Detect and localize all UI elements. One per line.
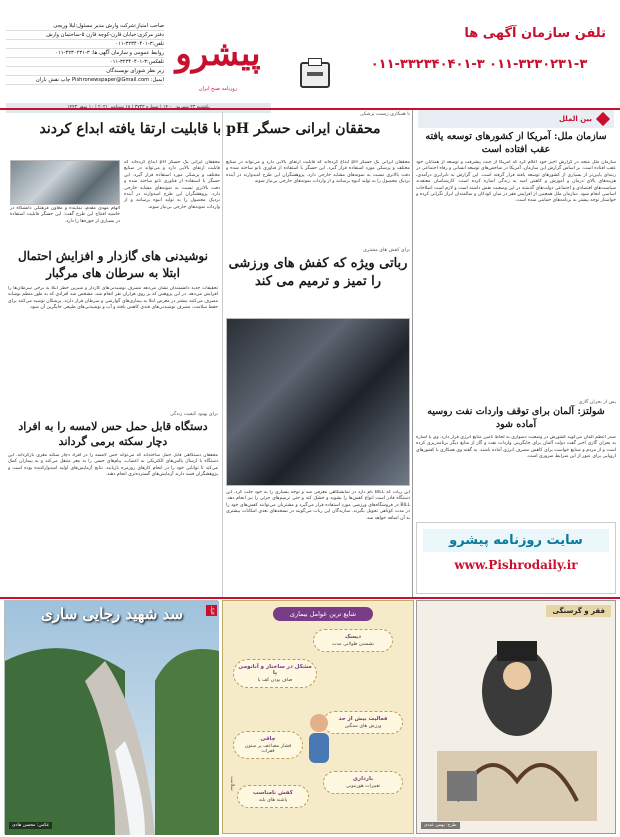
dam-title: سد شهید رجایی ساری bbox=[41, 605, 183, 623]
article-body: این ربات که BILL نام دارد در نمایشگاهی معرفی شد و توجه بسیاری را به خود جلب کرد. این دستگاه قادر است انواع کفش‌ها را بشوید و خشک کند و حتی ترمیم‌های جزئی را نیز انجام دهد. BILL در فروشگاه‌های ورزشی مورد استفاده قرار می‌گیرد و مشتریان می‌توانند کفش‌های خود را در مدت کوتاهی تحویل بگیرند. سازندگان این ربات می‌گویند در نسخه‌های بعدی امکانات بیشتری به آن اضافه خواهد شد. bbox=[226, 490, 410, 521]
column-divider bbox=[412, 110, 413, 598]
fax-icon bbox=[300, 62, 330, 88]
section-tag bbox=[418, 110, 614, 128]
cartoon-title: فقر و گرسنگی bbox=[546, 605, 611, 617]
item-label: دیسک bbox=[344, 634, 362, 640]
ad-banner bbox=[340, 26, 618, 106]
article-ph bbox=[226, 112, 410, 117]
article-soda bbox=[8, 248, 218, 406]
infographic-item bbox=[237, 785, 309, 808]
item-label: چاقی bbox=[260, 736, 276, 742]
column-divider bbox=[222, 112, 223, 598]
article-body: صدر اعظم آلمان می‌گوید کشورش در وضعیت دشواری به لحاظ تامین منابع انرژی قرار دارد. وی با اشاره به بحران گازی اخیر گفت دولت آلمان برای جایگزینی واردات نفت و گاز از منابع دیگر برنامه‌ریزی کرده است و از مردم و صنایع خواست برای کاهش مصرف انرژی آماده باشند. به گفته وی همکاری با کشورهای اروپایی برای عبور از این شرایط ضروری است. bbox=[416, 435, 616, 460]
article-device bbox=[8, 412, 218, 583]
item-text: فشار مضاعف بر ستون فقرات bbox=[244, 744, 292, 754]
masthead-line: روابط عمومی و سازمان آگهی ها: ۳-۳۲۳۰۲۳۱-۰۱۱ bbox=[6, 49, 164, 58]
page-header bbox=[0, 0, 620, 112]
article-headline: سازمان ملل: آمریکا از کشورهای توسعه یافته عقب افتاده است bbox=[425, 131, 607, 155]
article-germany bbox=[416, 400, 616, 519]
article-headline: رباتی ویژه که کفش های ورزشی را تمیز و ترمیم می کند bbox=[228, 256, 408, 289]
article-headline: دستگاه قابل حمل حس لامسه را به افراد دچار سکته برمی گرداند bbox=[18, 420, 208, 448]
article-intl bbox=[416, 130, 616, 398]
item-text: صاف بودن کف پا bbox=[257, 678, 293, 683]
article-kicker: برای بهبود کیفیت زندگی bbox=[169, 412, 218, 417]
item-label: مشکل در ساختار و آناتومی پا bbox=[238, 664, 312, 676]
article-body: محققان دستگاهی قابل حمل ساخته‌اند که می‌تواند حس لامسه را در افراد دچار سکته مغزی بازگرداند. این دستگاه با ارسال پالس‌های الکتریکی به اعصاب، پیام‌های حسی را به مغز منتقل می‌کند و به بیماران کمک می‌کند تا توانایی خود را در انجام کارهای روزمره بازیابند. نتایج آزمایش‌های اولیه امیدوارکننده بوده است و پژوهشگران قصد دارند آزمایش‌های گسترده‌تری انجام دهند. bbox=[8, 453, 218, 478]
masthead-line: ایمیل: Pishronewspaper@Gmail.com چاپ نقش باران bbox=[6, 76, 164, 85]
health-infographic bbox=[222, 600, 414, 834]
article-kicker: پس از بحران گازی bbox=[578, 400, 616, 405]
ad-title: تلفن سازمان آگهی ها bbox=[464, 26, 606, 41]
newspaper-logo bbox=[168, 22, 268, 104]
masthead-line: صاحب امتیاز:شرکت وارش مدیر مسئول:لیلا وریجی bbox=[6, 22, 164, 31]
article-body-cont: محققان ایرانی یک حسگر pH ابداع کرده‌اند که قابلیت ارتقای بالایی دارد و می‌تواند در صنایع مختلف و پزشکی مورد استفاده قرار گیرد. این حسگر با استفاده از فناوری نانو ساخته شده و دقت بالاتری نسبت به نمونه‌های مشابه خارجی دارد. پژوهشگران این طرح امیدوارند در آینده نزدیک محصول را به تولید انبوه برسانند و از واردات نمونه‌های خارجی بی‌نیاز شوند. bbox=[124, 160, 220, 210]
dam-photo-panel bbox=[4, 600, 218, 834]
masthead-line: زیر نظر شورای نویسندگان bbox=[6, 67, 164, 76]
cartoon-illustration bbox=[417, 601, 615, 833]
article-shoes bbox=[226, 248, 410, 291]
site-ad-url[interactable]: www.Pishrodaily.ir bbox=[454, 558, 578, 572]
side-label: سلامت bbox=[229, 776, 235, 791]
masthead-line: دفتر مرکزی:خیابان قارن-کوچه قارن ۵-ساختمان وارش bbox=[6, 31, 164, 40]
article-headline: شولتز: آلمان برای توقف واردات نفت روسیه آماده شود bbox=[427, 406, 605, 430]
masthead-line: تلفکس:۳-۳۲۳۴۰۴۰۱-۰۱۱ bbox=[6, 58, 164, 67]
robot-photo bbox=[226, 318, 410, 486]
article-kicker: با همکاری زیست پزشکی bbox=[359, 112, 410, 117]
dam-credit: عکس: محسن هادی bbox=[9, 822, 52, 829]
item-text: تغییرات هورمونی bbox=[345, 784, 381, 789]
article-body: محققان ایرانی یک حسگر pH ابداع کرده‌اند که قابلیت ارتقای بالایی دارد و می‌تواند در صنایع مختلف و پزشکی مورد استفاده قرار گیرد. این حسگر با استفاده از فناوری نانو ساخته شده و دقت بالاتری نسبت به نمونه‌های مشابه خارجی دارد. پژوهشگران این طرح امیدوارند در آینده نزدیک محصول را به تولید انبوه برسانند و از واردات نمونه‌های خارجی بی‌نیاز شوند. bbox=[226, 160, 410, 185]
site-ad-title: سایت روزنامه پیشرو bbox=[423, 529, 609, 552]
infographic-item bbox=[313, 629, 393, 652]
infographic-item bbox=[323, 771, 403, 794]
item-text: ورزش های سنگین bbox=[344, 724, 382, 729]
item-label: فعالیت بیش از حد bbox=[338, 716, 388, 722]
bottom-rule bbox=[0, 597, 620, 599]
photo-caption: الهام مهدی مقدم، نماینده و معاون فرهنگی دانشگاه در حاشیه افتتاح این طرح گفت: این حسگر قابلیت استفاده در بسیاری از حوزه‌ها را دارد. bbox=[10, 206, 120, 224]
site-ad bbox=[416, 522, 616, 594]
person-illustration bbox=[299, 711, 339, 771]
cartoon-credit: طرح: بهمن عبدی bbox=[421, 822, 460, 829]
infographic-item bbox=[233, 659, 317, 688]
dam-photo bbox=[5, 601, 219, 835]
item-label: کفش نامناسب bbox=[253, 790, 293, 796]
article-photo bbox=[10, 160, 120, 205]
masthead-line: تلفن:۳-۳۲۳۴۰۴۰۱-۰۱۱ bbox=[6, 40, 164, 49]
masthead-info bbox=[6, 22, 164, 104]
infographic-item bbox=[233, 731, 303, 759]
item-label: بارداری bbox=[352, 776, 374, 782]
section-label: بین الملل bbox=[558, 115, 592, 123]
logo-name: پیشرو bbox=[175, 34, 261, 74]
dam-side-label: کلیک bbox=[206, 605, 217, 616]
article-headline: محققان ایرانی حسگر pH با قابلیت ارتقا یافته ابداع کردند bbox=[39, 121, 381, 137]
cartoon-panel bbox=[416, 600, 616, 834]
item-text: پاشنه های بلند bbox=[258, 798, 288, 803]
article-kicker: برای کفش های مشتری bbox=[363, 248, 410, 253]
infographic-title: شایع ترین عوامل بیماری bbox=[273, 607, 373, 621]
ad-phones: ۰۱۱-۳۳۲۳۴۰۴۰۱-۳ ۰۱۱-۳۲۳۰۲۳۱-۳ bbox=[370, 57, 588, 72]
article-headline: نوشیدنی های گازدار و افزایش احتمال ابتلا به سرطان های مرگبار bbox=[18, 249, 208, 280]
item-text: نشستن طولانی مدت bbox=[331, 642, 374, 647]
article-body: تحقیقات جدید دانشمندان نشان می‌دهد مصرف نوشیدنی‌های گازدار و شیرین خطر ابتلا به برخی سرطان‌ها را افزایش می‌دهد. در این پژوهش که بر روی هزاران نفر انجام شد، مشخص شد افرادی که به طور منظم نوشابه مصرف می‌کنند بیشتر در معرض ابتلا به بیماری‌های گوارشی و سرطان قرار دارند. پزشکان توصیه می‌کنند برای حفظ سلامت، مصرف نوشیدنی‌های قندی کاهش یافته و آب و نوشیدنی‌های طبیعی جایگزین آن شود. bbox=[8, 286, 218, 311]
logo-tagline: روزنامه صبح ایران bbox=[198, 86, 238, 92]
article-body: سازمان ملل متحد در گزارش اخیر خود اعلام کرد که آمریکا از حیث پیشرفت و توسعه از همتایان خود عقب افتاده است. بر اساس گزارش این سازمان، آمریکا در شاخص‌های توسعه انسانی و رفاه اجتماعی در رتبه‌ای پایین‌تر از بسیاری از کشورهای توسعه یافته قرار گرفته است. این گزارش به نابرابری درآمدی، هزینه‌های بالای درمان و آموزش و کاهش امید به زندگی اشاره کرده است. کارشناسان معتقدند سیاست‌های اقتصادی و اجتماعی دولت‌های گذشته در این وضعیت نقش داشته است و لازم است اصلاحات اساسی انجام شود. سازمان ملل همچنین از افزایش فقر در میان کودکان و سالمندان ابراز نگرانی کرده و خواستار توجه بیشتر به برنامه‌های حمایتی شده است. bbox=[416, 160, 616, 204]
